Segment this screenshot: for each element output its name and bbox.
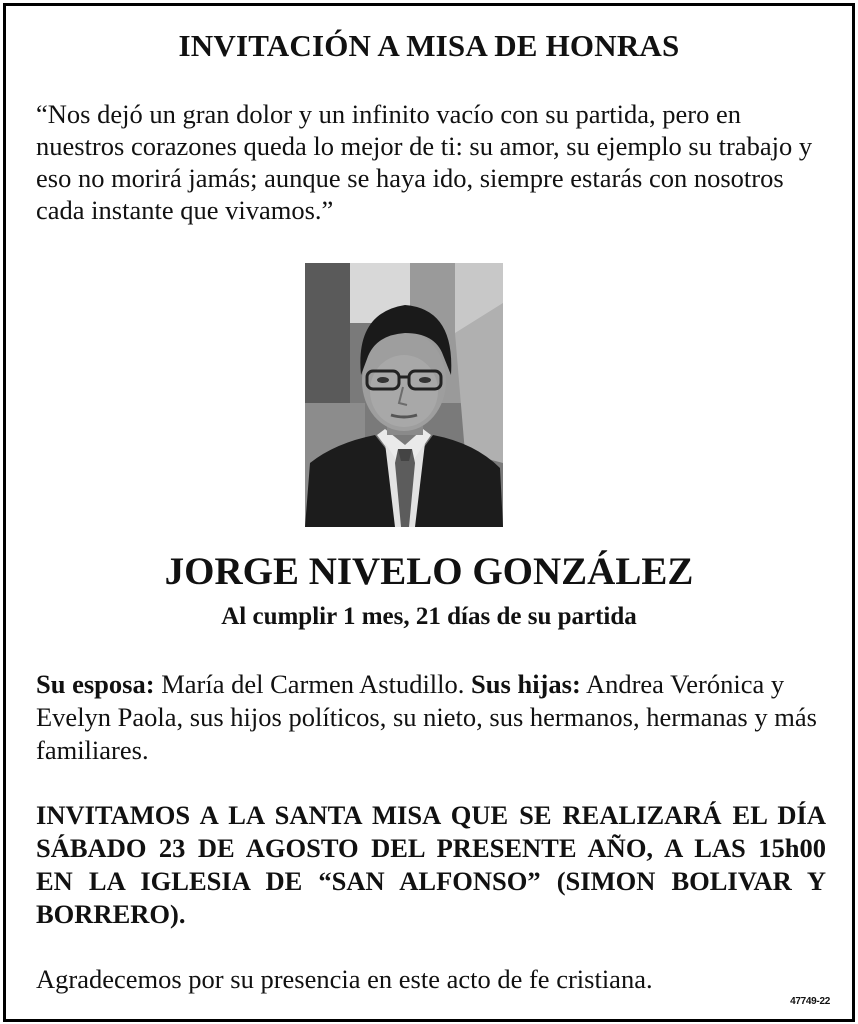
closing-thanks: Agradecemos por su presencia en este acto de fe cristiana. [36,964,653,994]
anniversary-subtitle: Al cumplir 1 mes, 21 días de su partida [221,603,637,630]
ad-code: 47749-22 [790,996,830,1007]
mass-invitation: INVITAMOS A LA SANTA MISA QUE SE REALIZARÁ EL DÍA SÁBADO 23 DE AGOSTO DEL PRESENTE AÑO, A LAS 15h00 EN LA IGLESIA DE “SAN ALFONSO” (SIMON BOLIVAR Y BORRERO). [36,800,826,929]
children-label: Sus hijas: [471,669,581,699]
portrait-photo [305,263,503,527]
children-text: Andrea Verónica y Evelyn Paola, sus hijos políticos, su nieto, sus hermanos, hermanas y más familiares. [36,669,817,765]
spouse-label: Su esposa: [36,669,155,699]
memorial-quote: “Nos dejó un gran dolor y un infinito vacío con su partida, pero en nuestros corazones queda lo mejor de ti: su amor, su ejemplo su trabajo y eso no morirá jamás; aunque se haya ido, siempre estarás con nosotros cada instante que vivamos.” [36,99,813,225]
spouse-name: María del Carmen Astudillo. [154,669,472,699]
family-paragraph [36,668,826,767]
obituary-notice [3,3,855,1022]
notice-title: INVITACIÓN A MISA DE HONRAS [178,28,680,63]
deceased-name: JORGE NIVELO GONZÁLEZ [164,550,694,593]
